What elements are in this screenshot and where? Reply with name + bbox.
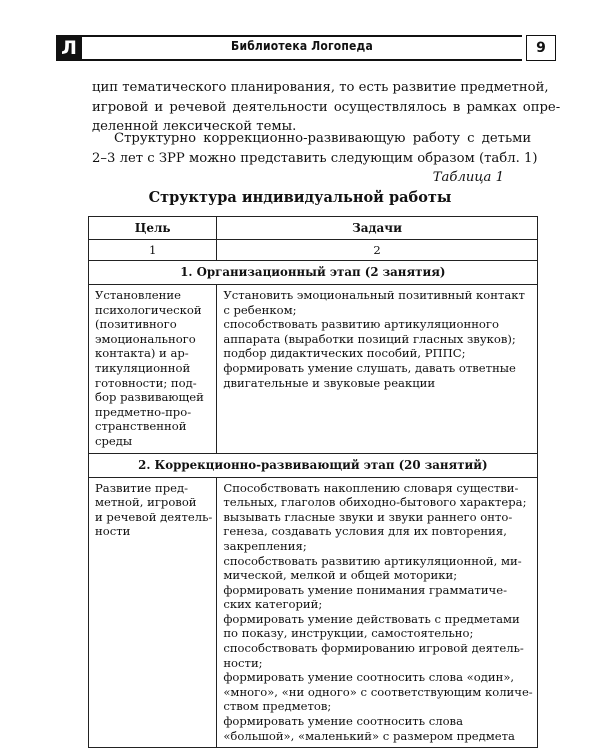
intro-paragraph-1 [92,78,561,137]
work-structure-table [88,216,538,748]
cell-line: формировать умение понимания грамматиче- [223,582,507,597]
cell-line: формировать умение соотносить слова «один», [223,670,515,685]
cell-line: мической, мелкой и общей моторики; [223,568,458,583]
series-logo: Л [56,35,82,61]
cell-line: бор развивающей [95,390,204,405]
cell-line: способствовать формированию игровой деятель- [223,641,524,656]
goal-cell [89,477,217,748]
cell-line: готовности; под- [95,375,197,390]
column-number-row [89,240,538,261]
cell-line: психологической [95,302,202,317]
cell-line: способствовать развитию артикуляционного [223,317,499,332]
cell-line: ности [95,524,131,539]
cell-line: по показу, инструкции, самостоятельно; [223,626,474,641]
column-header-goal: Цель [89,217,217,240]
cell-line: контакта) и ар- [95,346,189,361]
table-row [89,477,538,748]
column-number: 1 [89,240,217,261]
text-line: Структурно коррекционно-развивающую работу с детьми [114,131,532,146]
section-row [89,453,538,477]
tasks-cell [217,285,537,454]
cell-line: странственной [95,419,187,434]
cell-line: ством предметов; [223,699,332,714]
cell-line: Развитие пред- [95,480,189,495]
cell-line: формировать умение соотносить слова [223,714,463,729]
cell-line: закрепления; [223,538,307,553]
cell-line: метной, игровой [95,495,197,510]
cell-line: подбор дидактических пособий, РППС; [223,346,466,361]
intro-paragraph-2 [92,129,538,168]
column-number: 2 [217,240,537,261]
section-title: 2. Коррекционно-развивающий этап (20 занятий) [89,453,538,477]
header-rule-top [82,35,522,37]
text-line: деленной лексической темы. [92,119,297,134]
cell-line: «большой», «маленький» с размером предмета [223,728,515,743]
cell-line: Установить эмоциональный позитивный контакт [223,288,525,302]
running-title: Библиотека Логопеда [231,39,373,53]
cell-line: тельных, глаголов обиходно-бытового характера; [223,495,527,510]
cell-line: генеза, создавать условия для их повторения, [223,524,507,539]
cell-line: Установление [95,288,181,302]
table-header-row [89,217,538,240]
cell-line: (позитивного [95,317,177,332]
page-number: 9 [526,35,556,61]
cell-line: способствовать развитию артикуляционной, ми- [223,553,522,568]
cell-line: вызывать гласные звуки и звуки раннего онто- [223,509,513,524]
cell-line: Способствовать накоплению словаря существи- [223,480,519,495]
cell-line: «много», «ни одного» с соответствующим количе- [223,684,533,699]
cell-line: предметно-про- [95,404,192,419]
goal-cell [89,285,217,454]
cell-line: с ребенком; [223,302,297,317]
cell-line: ности; [223,655,263,670]
column-header-tasks: Задачи [217,217,537,240]
table-row [89,285,538,454]
cell-line: среды [95,433,133,448]
section-row [89,261,538,285]
cell-line: тикуляционной [95,360,191,375]
tasks-cell [217,477,537,748]
cell-line: и речевой деятель- [95,509,213,524]
text-line: игровой и речевой деятельности осуществлялось в рамках опре- [92,99,561,115]
text-line: цип тематического планирования, то есть развитие предметной, [92,80,549,95]
cell-line: эмоционального [95,331,196,346]
cell-line: ских категорий; [223,597,323,612]
cell-line: формировать умение слушать, давать ответные [223,360,516,375]
text-line: 2–3 лет с ЗРР можно представить следующим образом (табл. 1) [92,150,538,166]
table-title: Структура индивидуальной работы [148,189,452,206]
cell-line: двигательные и звуковые реакции [223,375,436,390]
header-rule-bottom [82,59,522,61]
running-header [56,35,556,61]
table-label: Таблица 1 [432,170,504,185]
cell-line: формировать умение действовать с предметами [223,611,520,626]
cell-line: аппарата (выработки позиций гласных звуков); [223,331,516,346]
section-title: 1. Организационный этап (2 занятия) [89,261,538,285]
